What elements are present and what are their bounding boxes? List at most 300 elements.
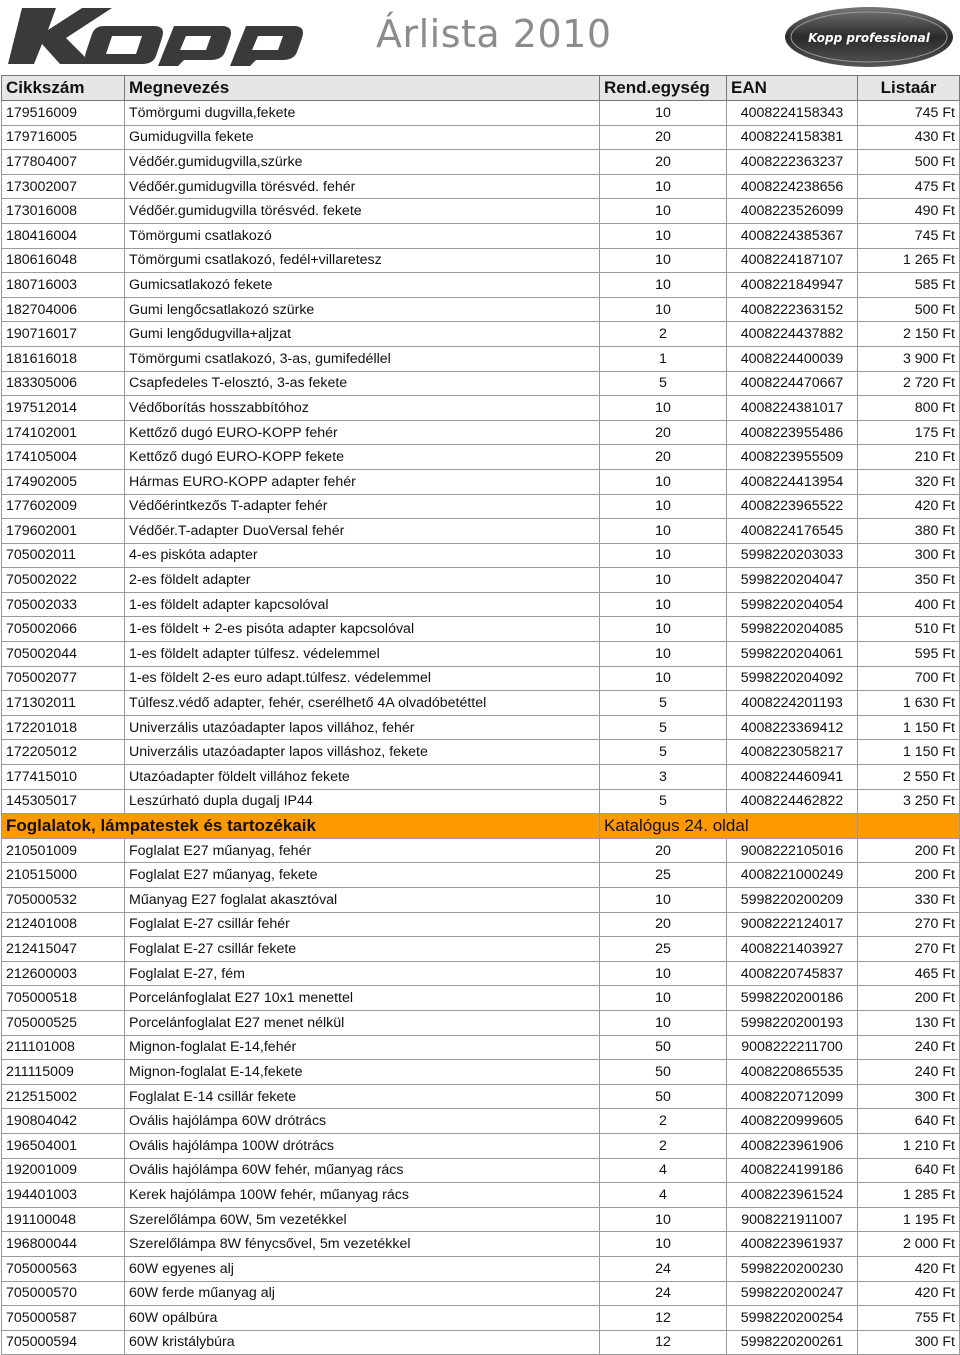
table-row <box>2 1183 960 1208</box>
item-name: Csapfedeles T-elosztó, 3-as fekete <box>125 371 600 396</box>
section-title: Foglalatok, lámpatestek és tartozékaik <box>2 814 600 839</box>
item-unit: 10 <box>600 101 727 126</box>
item-code: 174105004 <box>2 445 125 470</box>
table-row <box>2 765 960 790</box>
table-row <box>2 937 960 962</box>
item-price: 175 Ft <box>858 420 960 445</box>
item-unit: 50 <box>600 1035 727 1060</box>
item-unit: 10 <box>600 199 727 224</box>
item-code: 705000532 <box>2 888 125 913</box>
item-name: Leszúrható dupla dugalj IP44 <box>125 789 600 814</box>
item-name: 2-es földelt adapter <box>125 568 600 593</box>
item-name: Gumicsatlakozó fekete <box>125 273 600 298</box>
item-unit: 20 <box>600 420 727 445</box>
table-row <box>2 592 960 617</box>
item-name: Foglalat E-27 csillár fehér <box>125 912 600 937</box>
table-row <box>2 494 960 519</box>
item-ean: 9008221911007 <box>727 1207 858 1232</box>
item-name: Foglalat E-27, fém <box>125 961 600 986</box>
item-price: 420 Ft <box>858 1281 960 1306</box>
item-name: Foglalat E-14 csillár fekete <box>125 1084 600 1109</box>
table-row <box>2 199 960 224</box>
item-code: 180416004 <box>2 223 125 248</box>
table-row <box>2 346 960 371</box>
item-price: 380 Ft <box>858 519 960 544</box>
item-ean: 5998220200193 <box>727 1010 858 1035</box>
item-price: 430 Ft <box>858 125 960 150</box>
item-unit: 10 <box>600 617 727 642</box>
item-name: Védőér.gumidugvilla törésvéd. fehér <box>125 174 600 199</box>
item-price: 300 Ft <box>858 1330 960 1355</box>
item-code: 212515002 <box>2 1084 125 1109</box>
item-unit: 4 <box>600 1183 727 1208</box>
item-ean: 4008223058217 <box>727 740 858 765</box>
item-price: 2 720 Ft <box>858 371 960 396</box>
item-name: Univerzális utazóadapter lapos villához, fehér <box>125 715 600 740</box>
table-row <box>2 1010 960 1035</box>
item-code: 705000594 <box>2 1330 125 1355</box>
item-ean: 4008220865535 <box>727 1060 858 1085</box>
item-ean: 4008224158343 <box>727 101 858 126</box>
item-unit: 10 <box>600 469 727 494</box>
item-name: Porcelánfoglalat E27 10x1 menettel <box>125 986 600 1011</box>
item-price: 700 Ft <box>858 666 960 691</box>
item-price: 270 Ft <box>858 912 960 937</box>
item-code: 212401008 <box>2 912 125 937</box>
item-price: 2 150 Ft <box>858 322 960 347</box>
item-unit: 3 <box>600 765 727 790</box>
item-unit: 10 <box>600 986 727 1011</box>
item-code: 171302011 <box>2 691 125 716</box>
item-ean: 5998220200209 <box>727 888 858 913</box>
item-code: 705000587 <box>2 1306 125 1331</box>
item-unit: 25 <box>600 863 727 888</box>
item-unit: 20 <box>600 150 727 175</box>
item-ean: 4008224176545 <box>727 519 858 544</box>
item-code: 705000525 <box>2 1010 125 1035</box>
item-name: Tömörgumi csatlakozó, 3-as, gumifedéllel <box>125 346 600 371</box>
item-code: 196504001 <box>2 1133 125 1158</box>
item-name: Védőér.gumidugvilla törésvéd. fekete <box>125 199 600 224</box>
item-price: 300 Ft <box>858 543 960 568</box>
item-ean: 4008224187107 <box>727 248 858 273</box>
item-code: 705000570 <box>2 1281 125 1306</box>
item-price: 640 Ft <box>858 1158 960 1183</box>
item-unit: 10 <box>600 494 727 519</box>
item-code: 705002022 <box>2 568 125 593</box>
item-ean: 4008220712099 <box>727 1084 858 1109</box>
table-row <box>2 863 960 888</box>
table-row <box>2 1330 960 1355</box>
item-ean: 4008222363237 <box>727 150 858 175</box>
item-name: Ovális hajólámpa 60W fehér, műanyag rács <box>125 1158 600 1183</box>
table-row <box>2 642 960 667</box>
item-unit: 20 <box>600 912 727 937</box>
item-code: 212600003 <box>2 961 125 986</box>
item-unit: 10 <box>600 888 727 913</box>
column-header-name: Megnevezés <box>125 76 600 101</box>
item-ean: 4008223955509 <box>727 445 858 470</box>
item-code: 179716005 <box>2 125 125 150</box>
item-name: 1-es földelt 2-es euro adapt.túlfesz. védelemmel <box>125 666 600 691</box>
item-name: Műanyag E27 foglalat akasztóval <box>125 888 600 913</box>
item-code: 191100048 <box>2 1207 125 1232</box>
item-name: Mignon-foglalat E-14,fehér <box>125 1035 600 1060</box>
item-unit: 10 <box>600 223 727 248</box>
item-ean: 5998220204092 <box>727 666 858 691</box>
table-row <box>2 445 960 470</box>
item-price: 1 630 Ft <box>858 691 960 716</box>
table-row <box>2 101 960 126</box>
table-header-row <box>2 76 960 101</box>
item-code: 210501009 <box>2 838 125 863</box>
item-name: Tömörgumi csatlakozó <box>125 223 600 248</box>
item-price: 200 Ft <box>858 986 960 1011</box>
item-code: 183305006 <box>2 371 125 396</box>
item-code: 705002077 <box>2 666 125 691</box>
column-header-price: Listaár <box>858 76 960 101</box>
item-code: 173016008 <box>2 199 125 224</box>
item-price: 510 Ft <box>858 617 960 642</box>
item-unit: 25 <box>600 937 727 962</box>
item-price: 420 Ft <box>858 494 960 519</box>
item-price: 200 Ft <box>858 838 960 863</box>
table-row <box>2 740 960 765</box>
item-name: Védőér.T-adapter DuoVersal fehér <box>125 519 600 544</box>
item-price: 400 Ft <box>858 592 960 617</box>
item-ean: 5998220204061 <box>727 642 858 667</box>
item-unit: 10 <box>600 297 727 322</box>
item-price: 1 150 Ft <box>858 715 960 740</box>
table-row <box>2 1109 960 1134</box>
item-code: 705002044 <box>2 642 125 667</box>
item-unit: 12 <box>600 1306 727 1331</box>
table-row <box>2 789 960 814</box>
item-unit: 10 <box>600 543 727 568</box>
item-code: 705000518 <box>2 986 125 1011</box>
table-row <box>2 223 960 248</box>
item-unit: 4 <box>600 1158 727 1183</box>
item-ean: 9008222211700 <box>727 1035 858 1060</box>
item-name: Védőér.gumidugvilla,szürke <box>125 150 600 175</box>
item-ean: 4008224238656 <box>727 174 858 199</box>
item-price: 1 150 Ft <box>858 740 960 765</box>
item-unit: 2 <box>600 1109 727 1134</box>
item-code: 180716003 <box>2 273 125 298</box>
table-row <box>2 125 960 150</box>
column-header-code: Cikkszám <box>2 76 125 101</box>
item-code: 173002007 <box>2 174 125 199</box>
item-ean: 4008224385367 <box>727 223 858 248</box>
item-name: Utazóadapter földelt villához fekete <box>125 765 600 790</box>
kopp-logo <box>8 4 323 71</box>
table-row <box>2 1060 960 1085</box>
item-ean: 4008221849947 <box>727 273 858 298</box>
price-list-title: Árlista 2010 <box>376 12 612 56</box>
item-price: 1 265 Ft <box>858 248 960 273</box>
item-ean: 4008223955486 <box>727 420 858 445</box>
item-code: 181616018 <box>2 346 125 371</box>
item-ean: 4008220745837 <box>727 961 858 986</box>
item-code: 196800044 <box>2 1232 125 1257</box>
item-price: 755 Ft <box>858 1306 960 1331</box>
table-row <box>2 322 960 347</box>
kopp-professional-emblem <box>784 6 954 68</box>
item-name: Ovális hajólámpa 60W drótrács <box>125 1109 600 1134</box>
item-name: Foglalat E27 műanyag, fehér <box>125 838 600 863</box>
item-price: 1 195 Ft <box>858 1207 960 1232</box>
page-header <box>0 0 960 75</box>
item-unit: 10 <box>600 248 727 273</box>
item-name: Kettőző dugó EURO-KOPP fekete <box>125 445 600 470</box>
item-ean: 4008224470667 <box>727 371 858 396</box>
item-price: 500 Ft <box>858 297 960 322</box>
item-price: 300 Ft <box>858 1084 960 1109</box>
table-row <box>2 1133 960 1158</box>
item-code: 179602001 <box>2 519 125 544</box>
item-code: 190804042 <box>2 1109 125 1134</box>
item-price: 595 Ft <box>858 642 960 667</box>
table-row <box>2 273 960 298</box>
table-row <box>2 1207 960 1232</box>
item-price: 240 Ft <box>858 1060 960 1085</box>
table-row <box>2 543 960 568</box>
item-name: 60W opálbúra <box>125 1306 600 1331</box>
item-price: 490 Ft <box>858 199 960 224</box>
item-price: 475 Ft <box>858 174 960 199</box>
item-price: 240 Ft <box>858 1035 960 1060</box>
item-ean: 4008223369412 <box>727 715 858 740</box>
table-row <box>2 888 960 913</box>
item-name: Hármas EURO-KOPP adapter fehér <box>125 469 600 494</box>
item-ean: 4008224413954 <box>727 469 858 494</box>
section-catalog-ref: Katalógus 24. oldal <box>600 814 858 839</box>
item-price: 350 Ft <box>858 568 960 593</box>
table-row <box>2 420 960 445</box>
item-price: 330 Ft <box>858 888 960 913</box>
item-code: 177602009 <box>2 494 125 519</box>
price-table <box>1 75 960 1355</box>
table-row <box>2 1035 960 1060</box>
item-code: 180616048 <box>2 248 125 273</box>
item-code: 211101008 <box>2 1035 125 1060</box>
item-code: 197512014 <box>2 396 125 421</box>
item-ean: 4008223965522 <box>727 494 858 519</box>
item-unit: 10 <box>600 1010 727 1035</box>
kopp-logo-mark <box>8 4 323 66</box>
item-ean: 4008224199186 <box>727 1158 858 1183</box>
table-row <box>2 666 960 691</box>
item-unit: 10 <box>600 519 727 544</box>
item-unit: 10 <box>600 568 727 593</box>
item-ean: 4008224437882 <box>727 322 858 347</box>
table-row <box>2 912 960 937</box>
table-row <box>2 568 960 593</box>
table-row <box>2 248 960 273</box>
item-ean: 5998220200247 <box>727 1281 858 1306</box>
item-price: 270 Ft <box>858 937 960 962</box>
item-name: Túlfesz.védő adapter, fehér, cserélhető 4A olvadóbetéttel <box>125 691 600 716</box>
item-price: 500 Ft <box>858 150 960 175</box>
item-price: 745 Ft <box>858 101 960 126</box>
table-row <box>2 1306 960 1331</box>
item-name: Gumidugvilla fekete <box>125 125 600 150</box>
item-unit: 10 <box>600 666 727 691</box>
item-unit: 2 <box>600 322 727 347</box>
item-unit: 10 <box>600 961 727 986</box>
item-unit: 5 <box>600 740 727 765</box>
column-header-ean: EAN <box>727 76 858 101</box>
item-name: Foglalat E27 műanyag, fekete <box>125 863 600 888</box>
table-row <box>2 715 960 740</box>
table-row <box>2 1084 960 1109</box>
item-ean: 4008222363152 <box>727 297 858 322</box>
item-unit: 12 <box>600 1330 727 1355</box>
item-code: 211115009 <box>2 1060 125 1085</box>
item-unit: 2 <box>600 1133 727 1158</box>
item-name: 1-es földelt adapter túlfesz. védelemmel <box>125 642 600 667</box>
item-name: 60W kristálybúra <box>125 1330 600 1355</box>
item-name: Mignon-foglalat E-14,fekete <box>125 1060 600 1085</box>
section-header-row <box>2 814 960 839</box>
item-price: 800 Ft <box>858 396 960 421</box>
item-name: Foglalat E-27 csillár fekete <box>125 937 600 962</box>
item-code: 705000563 <box>2 1256 125 1281</box>
item-ean: 4008224381017 <box>727 396 858 421</box>
kopp-professional-badge <box>784 6 954 73</box>
table-row <box>2 617 960 642</box>
item-code: 705002066 <box>2 617 125 642</box>
item-name: Tömörgumi dugvilla,fekete <box>125 101 600 126</box>
item-code: 177415010 <box>2 765 125 790</box>
item-ean: 4008223961906 <box>727 1133 858 1158</box>
table-row <box>2 469 960 494</box>
item-price: 585 Ft <box>858 273 960 298</box>
item-price: 130 Ft <box>858 1010 960 1035</box>
item-price: 1 285 Ft <box>858 1183 960 1208</box>
item-name: Gumi lengőcsatlakozó szürke <box>125 297 600 322</box>
table-row <box>2 1281 960 1306</box>
item-unit: 20 <box>600 838 727 863</box>
item-code: 212415047 <box>2 937 125 962</box>
item-unit: 10 <box>600 273 727 298</box>
item-ean: 5998220203033 <box>727 543 858 568</box>
item-code: 190716017 <box>2 322 125 347</box>
item-unit: 5 <box>600 715 727 740</box>
item-ean: 5998220200230 <box>727 1256 858 1281</box>
item-ean: 4008223961937 <box>727 1232 858 1257</box>
item-price: 210 Ft <box>858 445 960 470</box>
item-ean: 5998220204085 <box>727 617 858 642</box>
item-code: 177804007 <box>2 150 125 175</box>
item-code: 145305017 <box>2 789 125 814</box>
item-code: 172205012 <box>2 740 125 765</box>
badge-text: Kopp professional <box>808 31 930 45</box>
item-unit: 5 <box>600 789 727 814</box>
item-ean: 4008221403927 <box>727 937 858 962</box>
item-name: Univerzális utazóadapter lapos villáshoz, fekete <box>125 740 600 765</box>
table-body <box>2 101 960 1355</box>
item-ean: 4008224400039 <box>727 346 858 371</box>
item-name: 1-es földelt + 2-es pisóta adapter kapcsolóval <box>125 617 600 642</box>
item-price: 200 Ft <box>858 863 960 888</box>
item-unit: 5 <box>600 691 727 716</box>
item-ean: 4008224201193 <box>727 691 858 716</box>
item-code: 172201018 <box>2 715 125 740</box>
item-price: 420 Ft <box>858 1256 960 1281</box>
table-row <box>2 838 960 863</box>
table-row <box>2 396 960 421</box>
column-header-unit: Rend.egység <box>600 76 727 101</box>
item-price: 465 Ft <box>858 961 960 986</box>
item-ean: 4008223961524 <box>727 1183 858 1208</box>
table-row <box>2 1232 960 1257</box>
item-price: 3 250 Ft <box>858 789 960 814</box>
item-code: 705002033 <box>2 592 125 617</box>
item-code: 194401003 <box>2 1183 125 1208</box>
item-name: Ovális hajólámpa 100W drótrács <box>125 1133 600 1158</box>
item-name: Szerelőlámpa 8W fénycsővel, 5m vezetékkel <box>125 1232 600 1257</box>
item-price: 2 550 Ft <box>858 765 960 790</box>
item-name: Tömörgumi csatlakozó, fedél+villaretesz <box>125 248 600 273</box>
section-empty-cell <box>858 814 960 839</box>
item-name: Kettőző dugó EURO-KOPP fehér <box>125 420 600 445</box>
table-row <box>2 150 960 175</box>
item-name: Védőérintkezős T-adapter fehér <box>125 494 600 519</box>
table-row <box>2 519 960 544</box>
item-unit: 20 <box>600 125 727 150</box>
item-unit: 10 <box>600 1232 727 1257</box>
item-price: 2 000 Ft <box>858 1232 960 1257</box>
item-unit: 24 <box>600 1281 727 1306</box>
item-ean: 4008224462822 <box>727 789 858 814</box>
item-code: 182704006 <box>2 297 125 322</box>
item-unit: 20 <box>600 445 727 470</box>
item-ean: 4008221000249 <box>727 863 858 888</box>
item-ean: 4008224158381 <box>727 125 858 150</box>
table-row <box>2 986 960 1011</box>
table-row <box>2 1256 960 1281</box>
item-ean: 9008222105016 <box>727 838 858 863</box>
item-unit: 50 <box>600 1084 727 1109</box>
table-row <box>2 371 960 396</box>
item-ean: 5998220200254 <box>727 1306 858 1331</box>
table-row <box>2 961 960 986</box>
item-ean: 5998220204054 <box>727 592 858 617</box>
table-row <box>2 297 960 322</box>
item-price: 1 210 Ft <box>858 1133 960 1158</box>
item-unit: 10 <box>600 592 727 617</box>
item-code: 179516009 <box>2 101 125 126</box>
item-ean: 4008224460941 <box>727 765 858 790</box>
item-unit: 10 <box>600 1207 727 1232</box>
item-code: 210515000 <box>2 863 125 888</box>
item-ean: 5998220204047 <box>727 568 858 593</box>
item-unit: 1 <box>600 346 727 371</box>
item-code: 174902005 <box>2 469 125 494</box>
item-ean: 5998220200186 <box>727 986 858 1011</box>
item-code: 192001009 <box>2 1158 125 1183</box>
item-name: 4-es piskóta adapter <box>125 543 600 568</box>
item-price: 640 Ft <box>858 1109 960 1134</box>
item-name: 60W egyenes alj <box>125 1256 600 1281</box>
item-price: 745 Ft <box>858 223 960 248</box>
item-ean: 4008223526099 <box>727 199 858 224</box>
item-name: Szerelőlámpa 60W, 5m vezetékkel <box>125 1207 600 1232</box>
item-unit: 5 <box>600 371 727 396</box>
item-unit: 10 <box>600 174 727 199</box>
item-unit: 24 <box>600 1256 727 1281</box>
